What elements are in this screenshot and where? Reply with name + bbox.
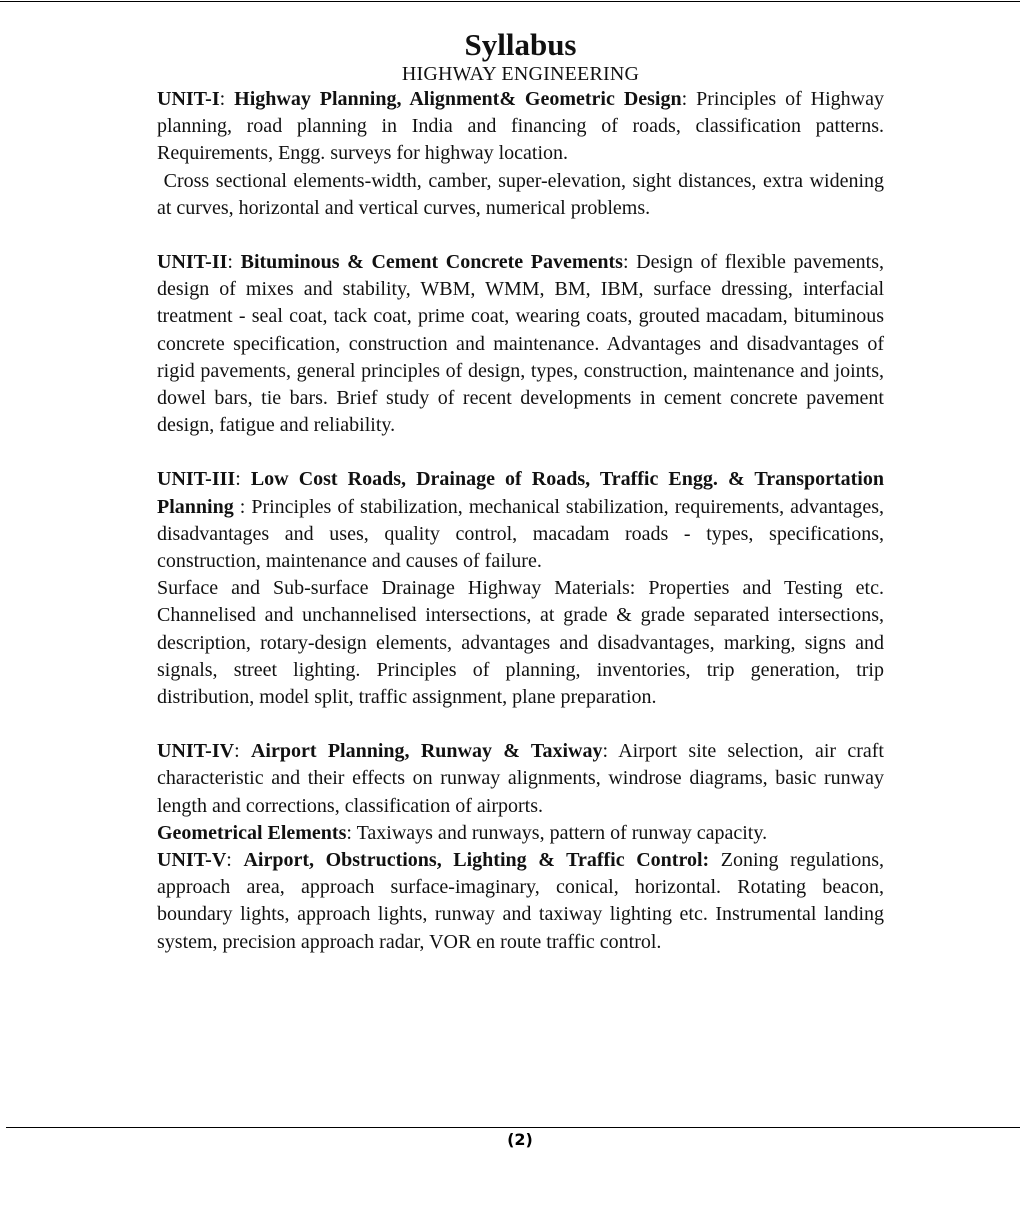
unit-3-text: Principles of stabilization, mechanical stabilization, requirements, advantages, disadvantages and uses, quality control, macadam roads - types, specifications, construction, maintenance and causes of failure.: [157, 495, 884, 573]
unit-3-heading: Low Cost Roads, Drainage of Roads, Traffic Engg. & Transportation Planning: [157, 468, 884, 518]
unit-5-paragraph: UNIT-V: Airport, Obstructions, Lighting & Traffic Control: Zoning regulations, approach area, approach surface-imaginary, conical, horizontal. Rotating beacon, boundary lights, approach lights, runway and taxiway lighting etc. Instrumental landing system, precision approach radar, VOR en route traffic control.: [157, 849, 884, 953]
page-title: Syllabus: [464, 27, 577, 62]
unit-2-label: UNIT-II: [157, 251, 228, 274]
unit-5-text: Zoning regulations, approach area, approach surface-imaginary, conical, horizontal. Rotating beacon, boundary lights, approach lights, runway and taxiway lighting etc. Instrumental landing system, precision approach radar, VOR en route traffic control.: [157, 849, 884, 953]
unit-3-paragraph-2: [157, 575, 884, 711]
unit-5-heading: Airport, Obstructions, Lighting & Traffic Control:: [243, 849, 710, 872]
unit-1-paragraph-2: [157, 168, 884, 222]
unit-4-paragraph-2: Geometrical Elements: Taxiways and runways, pattern of runway capacity.: [157, 821, 768, 844]
unit-1-label: UNIT-I: [157, 88, 220, 110]
unit-4-subheading: Geometrical Elements: [157, 821, 347, 844]
unit-2-paragraph: UNIT-II: Bituminous & Cement Concrete Pavements: Design of flexible pavements, design of mixes and stability, WBM, WMM, BM, IBM, surface dressing, interfacial treatment - seal coat, tack coat, prime coat, wearing coats, grouted macadam, bituminous concrete specification, construction and maintenance. Advantages and disadvantages of rigid pavements, general principles of design, types, construction, maintenance and joints, dowel bars, tie bars. Brief study of recent developments in cement concrete pavement design, fatigue and reliability.: [157, 251, 885, 437]
unit-4-subtext: Taxiways and runways, pattern of runway capacity.: [356, 821, 768, 844]
page-number: (2): [507, 1130, 533, 1149]
unit-4-label: UNIT-IV: [157, 740, 235, 763]
unit-5-label: UNIT-V: [157, 849, 227, 872]
unit-2-heading: Bituminous & Cement Concrete Pavements: [240, 251, 623, 274]
unit-1-paragraph: UNIT-I: Highway Planning, Alignment& Geometric Design: Principles of Highway planning, road planning in India and financing of roads, classification patterns. Requirements, Engg. surveys for highway location.: [157, 88, 884, 165]
unit-3-paragraph: UNIT-III: Low Cost Roads, Drainage of Roads, Traffic Engg. & Transportation Planning : Principles of stabilization, mechanical stabilization, requirements, advantages, disadvantages and uses, quality control, macadam roads - types, specifications, construction, maintenance and causes of failure.: [157, 468, 884, 573]
unit-4-text: Airport site selection, air craft characteristic and their effects on runway alignments, windrose diagrams, basic runway length and corrections, classification of airports.: [157, 740, 884, 817]
top-rule: [0, 1, 1020, 2]
syllabus-content: [157, 28, 884, 956]
unit-1-text-2: Cross sectional elements-width, camber, super-elevation, sight distances, extra widening at curves, horizontal and vertical curves, numerical problems.: [157, 169, 885, 219]
unit-2-text: Design of flexible pavements, design of mixes and stability, WBM, WMM, BM, IBM, surface dressing, interfacial treatment - seal coat, tack coat, prime coat, wearing coats, grouted macadam, bituminous concrete specification, construction and maintenance. Advantages and disadvantages of rigid pavements, general principles of design, types, construction, maintenance and joints, dowel bars, tie bars. Brief study of recent developments in cement concrete pavement design, fatigue and reliability.: [157, 251, 885, 437]
unit-1-text: Principles of Highway planning, road planning in India and financing of roads, classification patterns. Requirements, Engg. surveys for highway location.: [157, 88, 884, 165]
unit-1-heading: Highway Planning, Alignment& Geometric Design: [234, 88, 682, 110]
unit-3-text-2: Surface and Sub-surface Drainage Highway Materials: Properties and Testing etc. Channelised and unchannelised intersections, at grade & grade separated intersections, description, rotary-design elements, advantages and disadvantages, marking, signs and signals, street lighting. Principles of planning, inventories, trip generation, trip distribution, model split, traffic assignment, plane preparation.: [157, 577, 884, 709]
unit-4-paragraph: UNIT-IV: Airport Planning, Runway & Taxiway: Airport site selection, air craft characteristic and their effects on runway alignments, windrose diagrams, basic runway length and corrections, classification of airports.: [157, 740, 884, 817]
unit-4-heading: Airport Planning, Runway & Taxiway: [250, 740, 603, 763]
course-title: HIGHWAY ENGINEERING: [401, 63, 640, 85]
unit-3-label: UNIT-III: [157, 468, 236, 491]
